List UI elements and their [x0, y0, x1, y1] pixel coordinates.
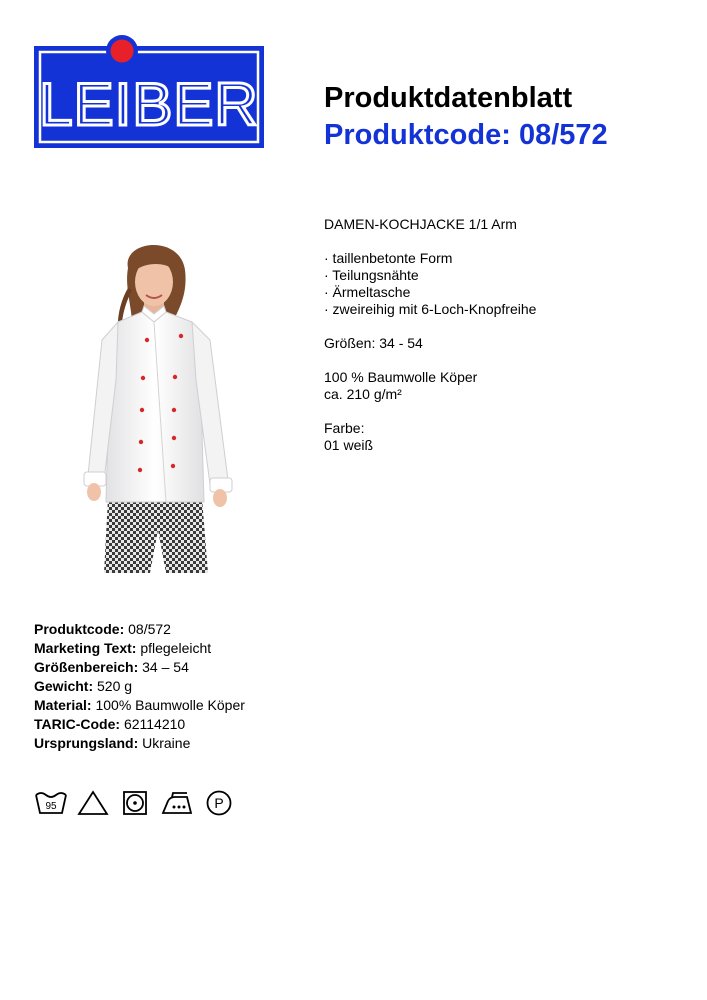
spec-row-taric-code	[34, 715, 245, 734]
spec-label: Gewicht:	[34, 678, 94, 694]
spec-label: Material:	[34, 697, 92, 713]
product-code-title	[324, 119, 608, 152]
spec-row-product-code	[34, 620, 245, 639]
spec-label: TARIC-Code:	[34, 716, 121, 732]
feature-item: · zweireihig mit 6-Loch-Knopfreihe	[324, 301, 537, 317]
bleach-triangle-icon	[76, 788, 110, 818]
spec-row-material	[34, 696, 245, 715]
spec-value: 520 g	[97, 678, 133, 694]
sizes-text: Größen: 34 - 54	[324, 335, 423, 351]
spec-label: Produktcode:	[34, 621, 125, 637]
dryclean-letter: P	[214, 795, 224, 811]
product-photo	[70, 240, 240, 575]
spec-list	[34, 620, 245, 753]
spec-row-marketing-text	[34, 639, 245, 658]
product-code-value: 08/572	[518, 119, 608, 151]
feature-item: · Teilungsnähte	[324, 267, 419, 283]
spec-row-size-range	[34, 658, 245, 677]
product-description	[324, 216, 684, 454]
spec-label: Größenbereich:	[34, 659, 139, 675]
tumble-dry-icon	[118, 788, 152, 818]
leiber-logo	[34, 34, 264, 148]
professional-clean-p-icon	[202, 788, 236, 818]
spec-value: Ukraine	[142, 735, 191, 751]
product-code-label: Produktcode:	[324, 119, 511, 151]
color-label: Farbe:	[324, 420, 365, 436]
spec-value: pflegeleicht	[140, 640, 212, 656]
spec-value: 08/572	[128, 621, 171, 637]
spec-value: 34 – 54	[142, 659, 189, 675]
material-text: 100 % Baumwolle Köper	[324, 369, 478, 385]
feature-item: · taillenbetonte Form	[324, 250, 453, 266]
wash-temp: 95	[45, 801, 57, 812]
iron-three-dots-icon	[160, 788, 194, 818]
product-name: DAMEN-KOCHJACKE 1/1 Arm	[324, 216, 517, 232]
color-value: 01 weiß	[324, 437, 374, 453]
wash-95-icon	[34, 788, 68, 818]
weight-text: ca. 210 g/m²	[324, 386, 402, 402]
feature-item: · Ärmeltasche	[324, 284, 411, 300]
spec-value: 100% Baumwolle Köper	[95, 697, 245, 713]
spec-label: Ursprungsland:	[34, 735, 139, 751]
spec-value: 62114210	[123, 716, 186, 732]
care-symbols	[34, 788, 236, 818]
spec-label: Marketing Text:	[34, 640, 137, 656]
spec-row-weight	[34, 677, 245, 696]
spec-row-origin	[34, 734, 245, 753]
logo-text: LEIBER	[39, 71, 259, 138]
page-title: Produktdatenblatt	[324, 82, 573, 114]
